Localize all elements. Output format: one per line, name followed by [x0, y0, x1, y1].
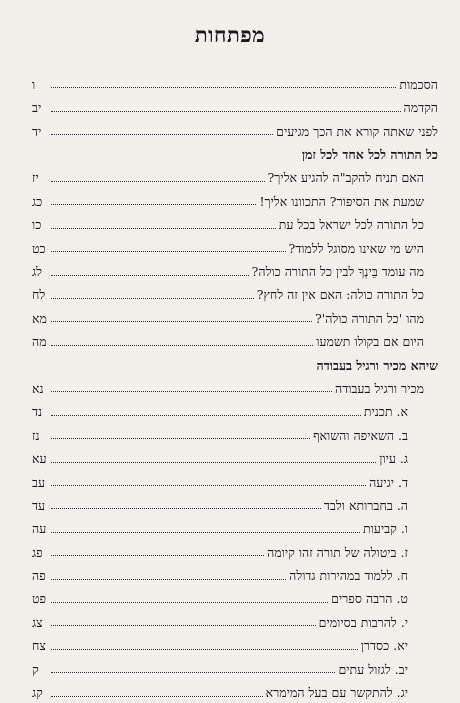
toc-entry-label: יא. כסדרן	[360, 638, 408, 654]
toc-entry	[32, 562, 438, 585]
toc-entry-label: יג. להתקשר עם בעל המימרא	[265, 685, 408, 701]
toc-entry-label: הקדמה	[403, 100, 438, 116]
toc-entry-label: ב. השאיפה והשואף	[313, 427, 408, 443]
toc-page-number: צח	[32, 638, 46, 654]
table-of-contents	[32, 71, 438, 703]
toc-page-number: כג	[32, 193, 43, 209]
toc-entry-label: היום אם בקולו תשמעו	[316, 334, 424, 350]
toc-dot-leader	[51, 181, 265, 182]
toc-dot-leader	[51, 532, 360, 533]
toc-page-number: יב	[32, 100, 42, 116]
toc-entry	[32, 258, 438, 281]
toc-entry	[32, 398, 438, 421]
toc-entry-label: ח. ללמוד במהירות גדולה	[289, 568, 408, 584]
toc-entry	[32, 235, 438, 258]
toc-page-number: צג	[32, 614, 43, 630]
toc-entry-label: י. להרבות בסיומים	[318, 614, 408, 630]
toc-page-number: פט	[32, 591, 47, 607]
toc-entry-label: ז. ביטולה של תורה זהו קיומה	[267, 544, 408, 560]
toc-entry	[32, 679, 438, 702]
toc-page-number: לח	[32, 287, 46, 303]
toc-page-number: יז	[32, 170, 39, 186]
toc-entry-label: מה עומד בֵּינְךָ לבין כל התורה כולה?	[251, 264, 424, 280]
toc-entry	[32, 515, 438, 538]
toc-dot-leader	[51, 298, 254, 299]
toc-dot-leader	[51, 415, 361, 416]
toc-dot-leader	[51, 672, 335, 673]
page-title: מפתחות	[194, 22, 266, 47]
toc-entry	[32, 445, 438, 468]
toc-entry	[32, 539, 438, 562]
toc-entry	[32, 118, 438, 141]
toc-page-number: ק	[32, 661, 39, 677]
toc-page-number: עא	[32, 451, 47, 467]
toc-entry	[32, 375, 438, 398]
toc-entry	[32, 328, 438, 351]
toc-dot-leader	[51, 87, 396, 88]
toc-dot-leader	[51, 251, 286, 252]
toc-dot-leader	[51, 438, 310, 439]
toc-entry-label: ו. קביעות	[362, 521, 408, 537]
toc-entry	[32, 165, 438, 188]
toc-entry	[32, 469, 438, 492]
toc-dot-leader	[51, 508, 321, 509]
toc-dot-leader	[51, 649, 358, 650]
toc-dot-leader	[51, 462, 376, 463]
toc-entry-label: ד. יגיעה	[369, 474, 408, 490]
toc-page-number: יד	[32, 123, 42, 139]
toc-dot-leader	[51, 579, 286, 580]
toc-entry-label: ה. בחברותא ולבד	[323, 497, 408, 513]
toc-entry-label: האם תניח להקב"ה להגיע אליך?	[267, 170, 424, 186]
toc-dot-leader	[51, 485, 366, 486]
toc-dot-leader	[51, 275, 249, 276]
toc-page-number: עד	[32, 497, 46, 513]
toc-entry-label: מכיר ורגיל בעבודה	[335, 380, 424, 396]
toc-page-number: קג	[32, 685, 43, 701]
toc-page-number: עה	[32, 521, 47, 537]
toc-dot-leader	[51, 696, 263, 697]
toc-entry	[32, 632, 438, 655]
toc-dot-leader	[51, 602, 328, 603]
toc-entry	[32, 188, 438, 211]
toc-entry-label: מהו 'כל התורה כולה'?	[315, 310, 424, 326]
toc-dot-leader	[51, 391, 332, 392]
toc-dot-leader	[51, 345, 313, 346]
toc-entry-label: לפני שאתה קורא את הכך מגיעים	[276, 123, 438, 139]
toc-page-number: נא	[32, 380, 44, 396]
toc-section-heading	[32, 141, 438, 164]
toc-entry-label: יב. לגזול עתים	[338, 661, 408, 677]
toc-page-number: פה	[32, 568, 46, 584]
toc-entry-label: ט. הרבה ספרים	[331, 591, 408, 607]
toc-entry	[32, 609, 438, 632]
toc-dot-leader	[51, 625, 316, 626]
toc-page-number: נד	[32, 404, 43, 420]
toc-page-number: לג	[32, 264, 42, 280]
toc-entry	[32, 492, 438, 515]
toc-entry-label: א. תכנית	[363, 404, 408, 420]
toc-entry	[32, 586, 438, 609]
toc-dot-leader	[51, 228, 276, 229]
toc-dot-leader	[51, 134, 273, 135]
toc-entry-label: ג. עיון	[379, 451, 408, 467]
toc-page-number: מה	[32, 334, 47, 350]
toc-section-heading	[32, 352, 438, 375]
toc-dot-leader	[51, 555, 264, 556]
toc-page-number: עב	[32, 474, 46, 490]
toc-entry-label: הסכמות	[399, 76, 438, 92]
toc-dot-leader	[51, 321, 312, 322]
toc-page-number: ו	[32, 76, 36, 92]
toc-entry-label: היש מי שאינו מסוגל ללמוד?	[288, 240, 424, 256]
toc-dot-leader	[51, 204, 256, 205]
toc-page-number: כו	[32, 217, 42, 233]
toc-entry	[32, 656, 438, 679]
toc-entry	[32, 422, 438, 445]
toc-entry	[32, 94, 438, 117]
toc-page-number: מא	[32, 310, 47, 326]
toc-page-number: פג	[32, 544, 43, 560]
toc-page-number: נז	[32, 427, 40, 443]
toc-entry-label: כל התורה כולה: האם אין זה לחץ?	[256, 287, 424, 303]
toc-dot-leader	[51, 111, 401, 112]
toc-entry-label: שמעת את הסיפור? התכוונו אליך!	[259, 193, 424, 209]
toc-entry-label: כל התורה לכל אחד לכל זמן	[301, 147, 438, 163]
toc-page-number: כט	[32, 240, 46, 256]
toc-entry-label: שיהא מכיר ורגיל בעבודה	[316, 357, 438, 373]
toc-entry	[32, 305, 438, 328]
toc-entry	[32, 282, 438, 305]
toc-entry-label: כל התורה לכל ישראל בכל עת	[278, 217, 424, 233]
toc-entry	[32, 71, 438, 94]
toc-entry	[32, 211, 438, 234]
